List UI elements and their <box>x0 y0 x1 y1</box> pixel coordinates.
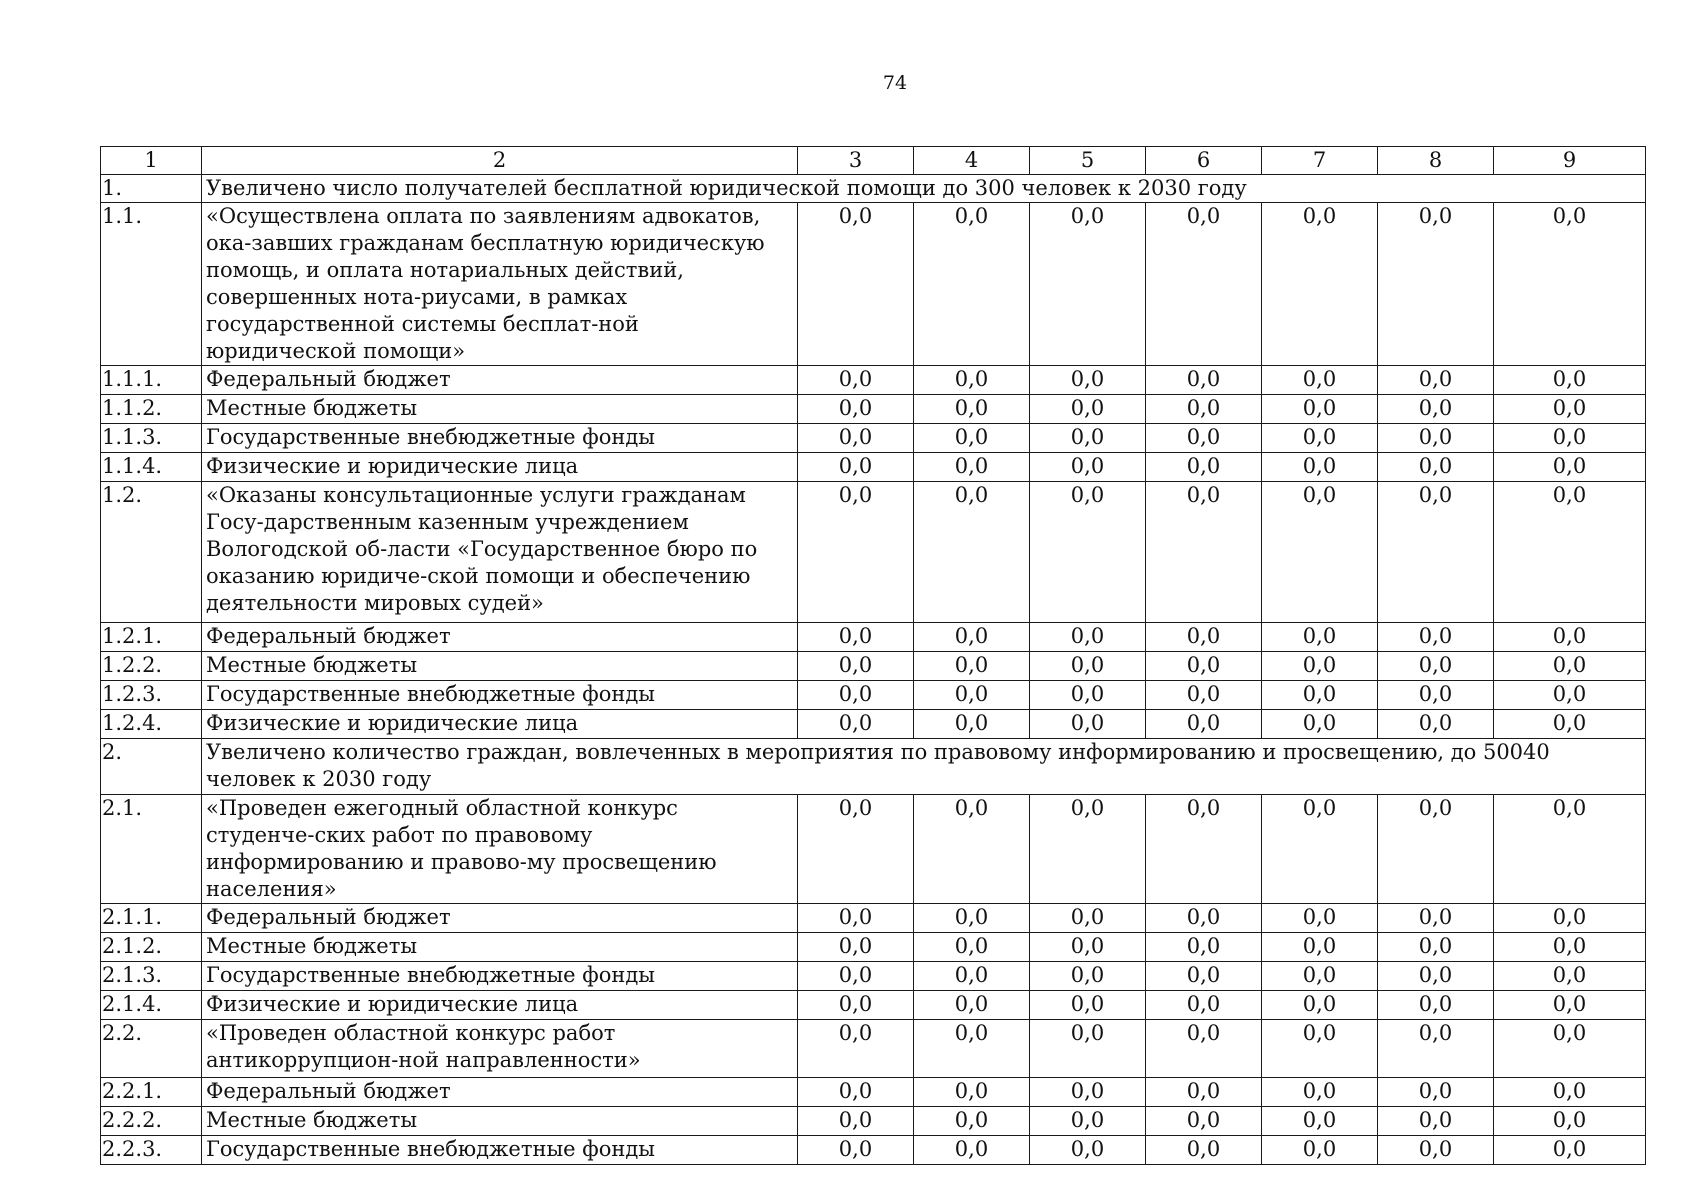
value-cell-col-4: 0,0 <box>914 1020 1030 1078</box>
row-description: Федеральный бюджет <box>202 623 798 652</box>
value-cell-col-4: 0,0 <box>914 1107 1030 1136</box>
row-description: Физические и юридические лица <box>202 991 798 1020</box>
row-description: Федеральный бюджет <box>202 904 798 933</box>
value-cell-col-3: 0,0 <box>798 623 914 652</box>
value-cell-col-4: 0,0 <box>914 795 1030 904</box>
value-cell-col-7: 0,0 <box>1262 623 1378 652</box>
row-code: 2.1.2. <box>101 933 202 962</box>
row-description: Государственные внебюджетные фонды <box>202 962 798 991</box>
table-row <box>101 710 1646 739</box>
value-cell-col-9: 0,0 <box>1494 991 1646 1020</box>
value-cell-col-4: 0,0 <box>914 453 1030 482</box>
value-cell-col-8: 0,0 <box>1378 991 1494 1020</box>
value-cell-col-4: 0,0 <box>914 681 1030 710</box>
value-cell-col-5: 0,0 <box>1030 933 1146 962</box>
value-cell-col-9: 0,0 <box>1494 652 1646 681</box>
value-cell-col-6: 0,0 <box>1146 203 1262 366</box>
value-cell-col-3: 0,0 <box>798 991 914 1020</box>
value-cell-col-9: 0,0 <box>1494 203 1646 366</box>
row-description: Физические и юридические лица <box>202 710 798 739</box>
row-code: 2.1.3. <box>101 962 202 991</box>
value-cell-col-3: 0,0 <box>798 933 914 962</box>
row-description: Физические и юридические лица <box>202 453 798 482</box>
value-cell-col-8: 0,0 <box>1378 453 1494 482</box>
row-description: «Оказаны консультационные услуги гражданам Госу-дарственным казенным учреждением Вологодской об-ласти «Государственное бюро по оказанию юридиче-ской помощи и обеспечению деятельности мировых судей» <box>202 482 798 623</box>
goal-row <box>101 175 1646 203</box>
value-cell-col-6: 0,0 <box>1146 424 1262 453</box>
value-cell-col-4: 0,0 <box>914 424 1030 453</box>
value-cell-col-3: 0,0 <box>798 652 914 681</box>
value-cell-col-8: 0,0 <box>1378 1078 1494 1107</box>
value-cell-col-6: 0,0 <box>1146 1020 1262 1078</box>
row-description: «Проведен ежегодный областной конкурс студенче-ских работ по правовому информированию и правово-му просвещению населения» <box>202 795 798 904</box>
value-cell-col-4: 0,0 <box>914 203 1030 366</box>
value-cell-col-6: 0,0 <box>1146 1136 1262 1165</box>
value-cell-col-9: 0,0 <box>1494 1020 1646 1078</box>
value-cell-col-8: 0,0 <box>1378 652 1494 681</box>
value-cell-col-7: 0,0 <box>1262 652 1378 681</box>
value-cell-col-5: 0,0 <box>1030 795 1146 904</box>
value-cell-col-7: 0,0 <box>1262 482 1378 623</box>
value-cell-col-4: 0,0 <box>914 623 1030 652</box>
value-cell-col-5: 0,0 <box>1030 991 1146 1020</box>
value-cell-col-7: 0,0 <box>1262 1136 1378 1165</box>
value-cell-col-4: 0,0 <box>914 933 1030 962</box>
value-cell-col-4: 0,0 <box>914 482 1030 623</box>
row-code: 1.2.1. <box>101 623 202 652</box>
value-cell-col-7: 0,0 <box>1262 424 1378 453</box>
row-code: 1.1.4. <box>101 453 202 482</box>
value-cell-col-6: 0,0 <box>1146 991 1262 1020</box>
table-row <box>101 681 1646 710</box>
value-cell-col-3: 0,0 <box>798 710 914 739</box>
value-cell-col-5: 0,0 <box>1030 203 1146 366</box>
value-cell-col-6: 0,0 <box>1146 681 1262 710</box>
value-cell-col-7: 0,0 <box>1262 366 1378 395</box>
value-cell-col-6: 0,0 <box>1146 933 1262 962</box>
row-code: 1.1.1. <box>101 366 202 395</box>
table-row <box>101 962 1646 991</box>
value-cell-col-8: 0,0 <box>1378 795 1494 904</box>
row-code: 2. <box>101 739 202 795</box>
value-cell-col-8: 0,0 <box>1378 366 1494 395</box>
value-cell-col-6: 0,0 <box>1146 623 1262 652</box>
value-cell-col-5: 0,0 <box>1030 482 1146 623</box>
value-cell-col-3: 0,0 <box>798 904 914 933</box>
value-cell-col-4: 0,0 <box>914 962 1030 991</box>
value-cell-col-9: 0,0 <box>1494 681 1646 710</box>
value-cell-col-3: 0,0 <box>798 366 914 395</box>
table-row <box>101 366 1646 395</box>
value-cell-col-8: 0,0 <box>1378 395 1494 424</box>
page-number: 74 <box>882 72 908 94</box>
value-cell-col-5: 0,0 <box>1030 1020 1146 1078</box>
value-cell-col-8: 0,0 <box>1378 203 1494 366</box>
value-cell-col-9: 0,0 <box>1494 710 1646 739</box>
header-cell: 2 <box>202 147 798 175</box>
table-row <box>101 203 1646 366</box>
value-cell-col-6: 0,0 <box>1146 395 1262 424</box>
value-cell-col-6: 0,0 <box>1146 1107 1262 1136</box>
row-code: 1. <box>101 175 202 203</box>
table-row <box>101 1136 1646 1165</box>
value-cell-col-5: 0,0 <box>1030 366 1146 395</box>
value-cell-col-9: 0,0 <box>1494 1136 1646 1165</box>
value-cell-col-7: 0,0 <box>1262 1078 1378 1107</box>
value-cell-col-5: 0,0 <box>1030 1136 1146 1165</box>
value-cell-col-3: 0,0 <box>798 482 914 623</box>
value-cell-col-5: 0,0 <box>1030 652 1146 681</box>
row-description: Государственные внебюджетные фонды <box>202 1136 798 1165</box>
row-description: Федеральный бюджет <box>202 366 798 395</box>
row-code: 1.1.3. <box>101 424 202 453</box>
value-cell-col-3: 0,0 <box>798 1136 914 1165</box>
value-cell-col-4: 0,0 <box>914 991 1030 1020</box>
row-description: Местные бюджеты <box>202 1107 798 1136</box>
value-cell-col-9: 0,0 <box>1494 623 1646 652</box>
value-cell-col-7: 0,0 <box>1262 1020 1378 1078</box>
header-cell: 8 <box>1378 147 1494 175</box>
table-row <box>101 424 1646 453</box>
value-cell-col-9: 0,0 <box>1494 904 1646 933</box>
value-cell-col-6: 0,0 <box>1146 710 1262 739</box>
table-row <box>101 395 1646 424</box>
value-cell-col-6: 0,0 <box>1146 652 1262 681</box>
row-code: 2.2.1. <box>101 1078 202 1107</box>
value-cell-col-5: 0,0 <box>1030 681 1146 710</box>
value-cell-col-6: 0,0 <box>1146 962 1262 991</box>
value-cell-col-8: 0,0 <box>1378 681 1494 710</box>
value-cell-col-5: 0,0 <box>1030 904 1146 933</box>
table-row <box>101 1020 1646 1078</box>
table-row <box>101 795 1646 904</box>
value-cell-col-5: 0,0 <box>1030 453 1146 482</box>
value-cell-col-4: 0,0 <box>914 366 1030 395</box>
row-code: 1.1.2. <box>101 395 202 424</box>
row-description: Государственные внебюджетные фонды <box>202 681 798 710</box>
row-description: Местные бюджеты <box>202 933 798 962</box>
value-cell-col-8: 0,0 <box>1378 424 1494 453</box>
value-cell-col-7: 0,0 <box>1262 904 1378 933</box>
row-code: 1.2.3. <box>101 681 202 710</box>
row-code: 1.2.2. <box>101 652 202 681</box>
value-cell-col-6: 0,0 <box>1146 1078 1262 1107</box>
value-cell-col-9: 0,0 <box>1494 1107 1646 1136</box>
goal-row <box>101 739 1646 795</box>
value-cell-col-9: 0,0 <box>1494 424 1646 453</box>
row-code: 2.1.1. <box>101 904 202 933</box>
funding-table <box>100 146 1646 1165</box>
table-row <box>101 904 1646 933</box>
value-cell-col-7: 0,0 <box>1262 710 1378 739</box>
value-cell-col-8: 0,0 <box>1378 1020 1494 1078</box>
value-cell-col-3: 0,0 <box>798 203 914 366</box>
value-cell-col-3: 0,0 <box>798 1020 914 1078</box>
header-cell: 4 <box>914 147 1030 175</box>
row-description: Федеральный бюджет <box>202 1078 798 1107</box>
value-cell-col-7: 0,0 <box>1262 933 1378 962</box>
value-cell-col-7: 0,0 <box>1262 395 1378 424</box>
value-cell-col-4: 0,0 <box>914 652 1030 681</box>
value-cell-col-6: 0,0 <box>1146 453 1262 482</box>
header-cell: 7 <box>1262 147 1378 175</box>
value-cell-col-3: 0,0 <box>798 1107 914 1136</box>
row-description: «Проведен областной конкурс работ антикоррупцион-ной направленности» <box>202 1020 798 1078</box>
header-cell: 6 <box>1146 147 1262 175</box>
row-description: Местные бюджеты <box>202 652 798 681</box>
value-cell-col-3: 0,0 <box>798 395 914 424</box>
value-cell-col-5: 0,0 <box>1030 962 1146 991</box>
value-cell-col-9: 0,0 <box>1494 1078 1646 1107</box>
value-cell-col-9: 0,0 <box>1494 795 1646 904</box>
value-cell-col-6: 0,0 <box>1146 904 1262 933</box>
value-cell-col-8: 0,0 <box>1378 1107 1494 1136</box>
table-row <box>101 1078 1646 1107</box>
value-cell-col-3: 0,0 <box>798 1078 914 1107</box>
value-cell-col-9: 0,0 <box>1494 962 1646 991</box>
goal-text: Увеличено число получателей бесплатной юридической помощи до 300 человек к 2030 году <box>202 175 1646 203</box>
table-row <box>101 933 1646 962</box>
value-cell-col-5: 0,0 <box>1030 395 1146 424</box>
table-row <box>101 453 1646 482</box>
value-cell-col-9: 0,0 <box>1494 453 1646 482</box>
header-row <box>101 147 1646 175</box>
row-code: 2.2. <box>101 1020 202 1078</box>
value-cell-col-5: 0,0 <box>1030 1107 1146 1136</box>
row-description: Местные бюджеты <box>202 395 798 424</box>
value-cell-col-4: 0,0 <box>914 710 1030 739</box>
table-row <box>101 652 1646 681</box>
value-cell-col-7: 0,0 <box>1262 453 1378 482</box>
value-cell-col-8: 0,0 <box>1378 623 1494 652</box>
goal-text: Увеличено количество граждан, вовлеченных в мероприятия по правовому информированию и просвещению, до 50040 человек к 2030 году <box>202 739 1646 795</box>
value-cell-col-7: 0,0 <box>1262 795 1378 904</box>
value-cell-col-9: 0,0 <box>1494 482 1646 623</box>
value-cell-col-7: 0,0 <box>1262 1107 1378 1136</box>
value-cell-col-8: 0,0 <box>1378 933 1494 962</box>
row-code: 2.1.4. <box>101 991 202 1020</box>
value-cell-col-6: 0,0 <box>1146 366 1262 395</box>
value-cell-col-8: 0,0 <box>1378 482 1494 623</box>
row-code: 1.1. <box>101 203 202 366</box>
value-cell-col-8: 0,0 <box>1378 710 1494 739</box>
value-cell-col-7: 0,0 <box>1262 962 1378 991</box>
value-cell-col-6: 0,0 <box>1146 795 1262 904</box>
value-cell-col-6: 0,0 <box>1146 482 1262 623</box>
value-cell-col-7: 0,0 <box>1262 681 1378 710</box>
row-description: «Осуществлена оплата по заявлениям адвокатов, ока-завших гражданам бесплатную юридическую помощь, и оплата нотариальных действий, совершенных нота-риусами, в рамках государственной системы бесплат-ной юридической помощи» <box>202 203 798 366</box>
header-cell: 1 <box>101 147 202 175</box>
value-cell-col-5: 0,0 <box>1030 1078 1146 1107</box>
row-code: 2.1. <box>101 795 202 904</box>
header-cell: 9 <box>1494 147 1646 175</box>
table-body <box>101 147 1646 1165</box>
table-row <box>101 1107 1646 1136</box>
value-cell-col-9: 0,0 <box>1494 366 1646 395</box>
row-description: Государственные внебюджетные фонды <box>202 424 798 453</box>
row-code: 1.2. <box>101 482 202 623</box>
table-row <box>101 482 1646 623</box>
header-cell: 5 <box>1030 147 1146 175</box>
value-cell-col-7: 0,0 <box>1262 203 1378 366</box>
table-row <box>101 623 1646 652</box>
value-cell-col-8: 0,0 <box>1378 904 1494 933</box>
value-cell-col-8: 0,0 <box>1378 1136 1494 1165</box>
value-cell-col-5: 0,0 <box>1030 424 1146 453</box>
value-cell-col-3: 0,0 <box>798 424 914 453</box>
row-code: 2.2.3. <box>101 1136 202 1165</box>
row-code: 1.2.4. <box>101 710 202 739</box>
value-cell-col-3: 0,0 <box>798 795 914 904</box>
value-cell-col-3: 0,0 <box>798 453 914 482</box>
value-cell-col-5: 0,0 <box>1030 710 1146 739</box>
value-cell-col-4: 0,0 <box>914 395 1030 424</box>
value-cell-col-9: 0,0 <box>1494 395 1646 424</box>
row-code: 2.2.2. <box>101 1107 202 1136</box>
table-row <box>101 991 1646 1020</box>
value-cell-col-4: 0,0 <box>914 1078 1030 1107</box>
value-cell-col-4: 0,0 <box>914 904 1030 933</box>
value-cell-col-8: 0,0 <box>1378 962 1494 991</box>
value-cell-col-3: 0,0 <box>798 681 914 710</box>
header-cell: 3 <box>798 147 914 175</box>
value-cell-col-5: 0,0 <box>1030 623 1146 652</box>
value-cell-col-7: 0,0 <box>1262 991 1378 1020</box>
value-cell-col-3: 0,0 <box>798 962 914 991</box>
value-cell-col-4: 0,0 <box>914 1136 1030 1165</box>
value-cell-col-9: 0,0 <box>1494 933 1646 962</box>
